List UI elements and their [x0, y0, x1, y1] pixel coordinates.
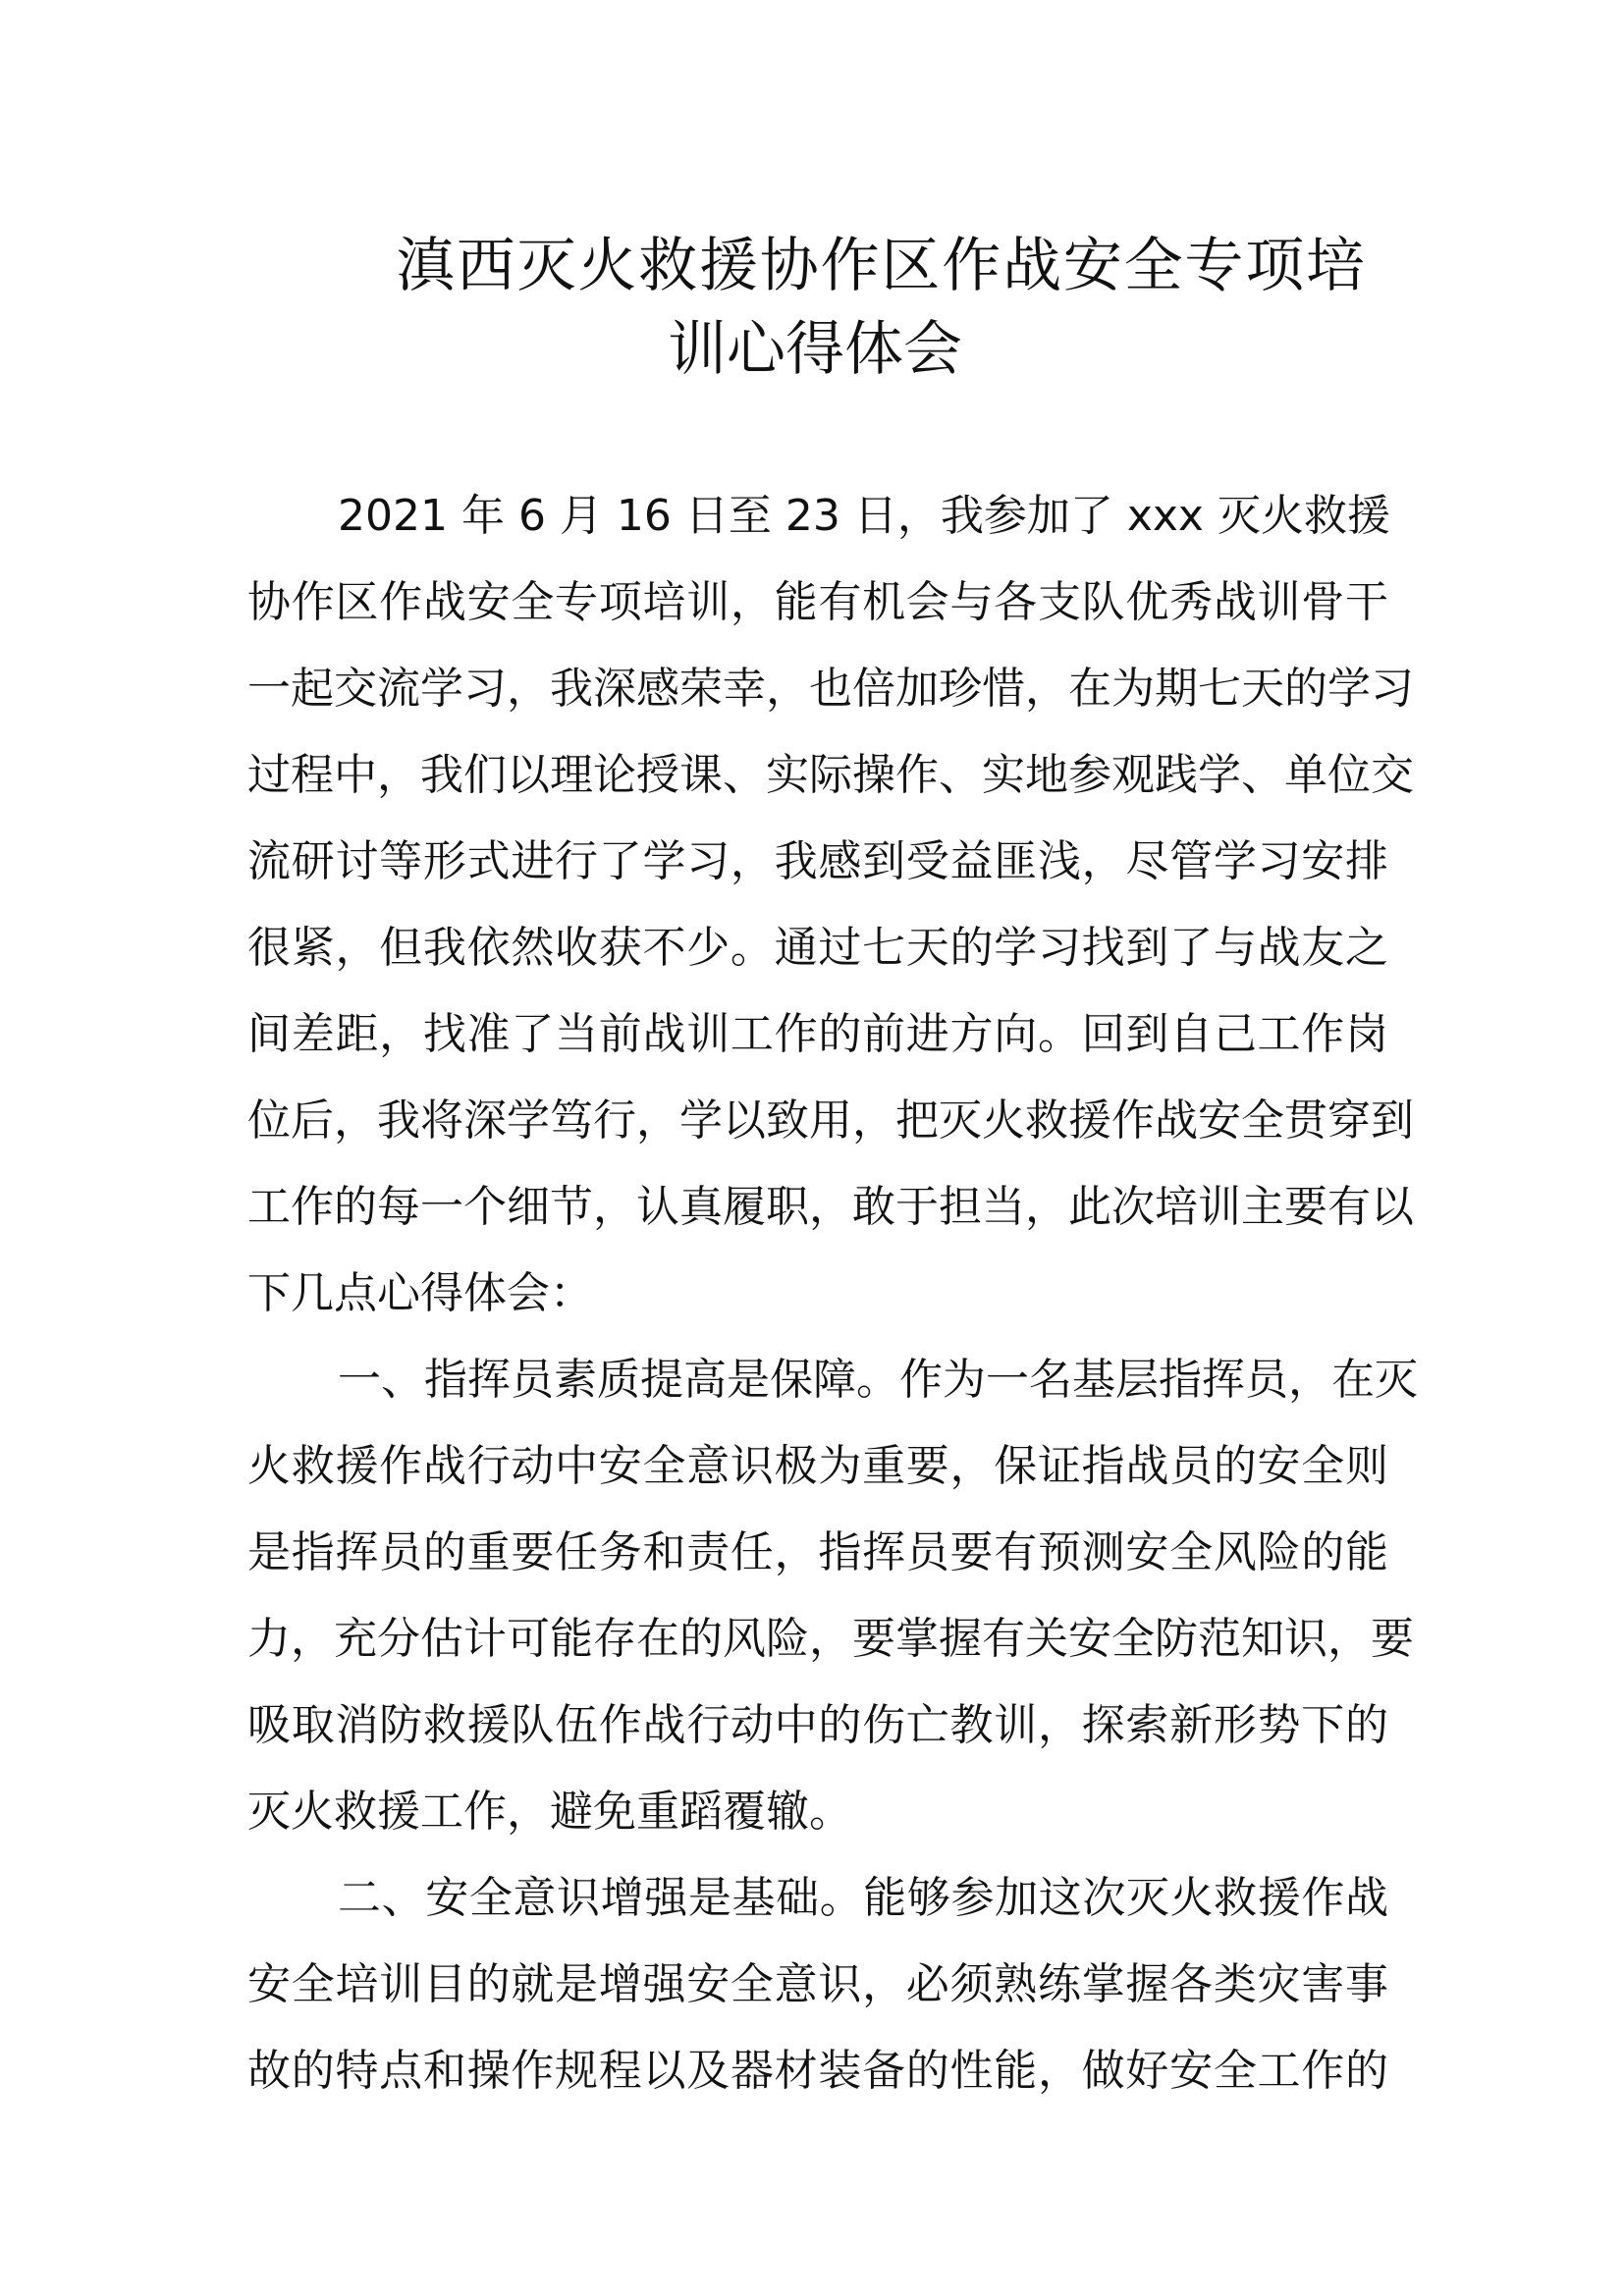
document-title-line-1: 滇西灭火救援协作区作战安全专项培 [396, 232, 1365, 300]
text-line: 故的特点和操作规程以及器材装备的性能，做好安全工作的 [247, 2046, 1388, 2096]
text-line: 一、指挥员素质提高是保障。作为一名基层指挥员，在灭 [338, 1355, 1418, 1405]
text-line: 安全培训目的就是增强安全意识，必须熟练掌握各类灾害事 [247, 1959, 1388, 2009]
text-line: 力，充分估计可能存在的风险，要掌握有关安全防范知识，要 [247, 1614, 1414, 1664]
text-line: 二、安全意识增强是基础。能够参加这次灭火救援作战 [338, 1873, 1388, 1923]
text-line: 下几点心得体会： [247, 1268, 593, 1318]
text-line: 火救援作战行动中安全意识极为重要，保证指战员的安全则 [247, 1441, 1388, 1491]
text-line: 是指挥员的重要任务和责任，指挥员要有预测安全风险的能 [247, 1527, 1388, 1577]
text-line: 灭火救援工作，避免重蹈覆辙。 [247, 1787, 852, 1837]
paragraph [247, 1337, 1418, 1855]
text-line: 一起交流学习，我深感荣幸，也倍加珍惜，在为期七天的学习 [247, 664, 1414, 714]
paragraph [247, 473, 1414, 1337]
text-line: 工作的每一个细节，认真履职，敢于担当，此次培训主要有以 [247, 1182, 1414, 1232]
text-line: 间差距，找准了当前战训工作的前进方向。回到自己工作岗 [247, 1009, 1388, 1059]
text-line: 流研讨等形式进行了学习，我感到受益匪浅，尽管学习安排 [247, 836, 1388, 886]
paragraph [247, 1855, 1388, 2114]
text-line: 位后，我将深学笃行，学以致用，把灭火救援作战安全贯穿到 [247, 1095, 1414, 1146]
text-line: 过程中，我们以理论授课、实际操作、实地参观践学、单位交 [247, 750, 1414, 800]
document-body [247, 473, 1418, 2114]
text-line: 2021 年 6 月 16 日至 23 日，我参加了 xxx 灭火救援 [338, 491, 1390, 541]
text-line: 协作区作战安全专项培训，能有机会与各支队优秀战训骨干 [247, 577, 1388, 627]
text-line: 吸取消防救援队伍作战行动中的伤亡教训，探索新形势下的 [247, 1700, 1388, 1750]
text-line: 很紧，但我依然收获不少。通过七天的学习找到了与战友之 [247, 923, 1388, 973]
document-title-line-2: 训心得体会 [668, 315, 962, 384]
